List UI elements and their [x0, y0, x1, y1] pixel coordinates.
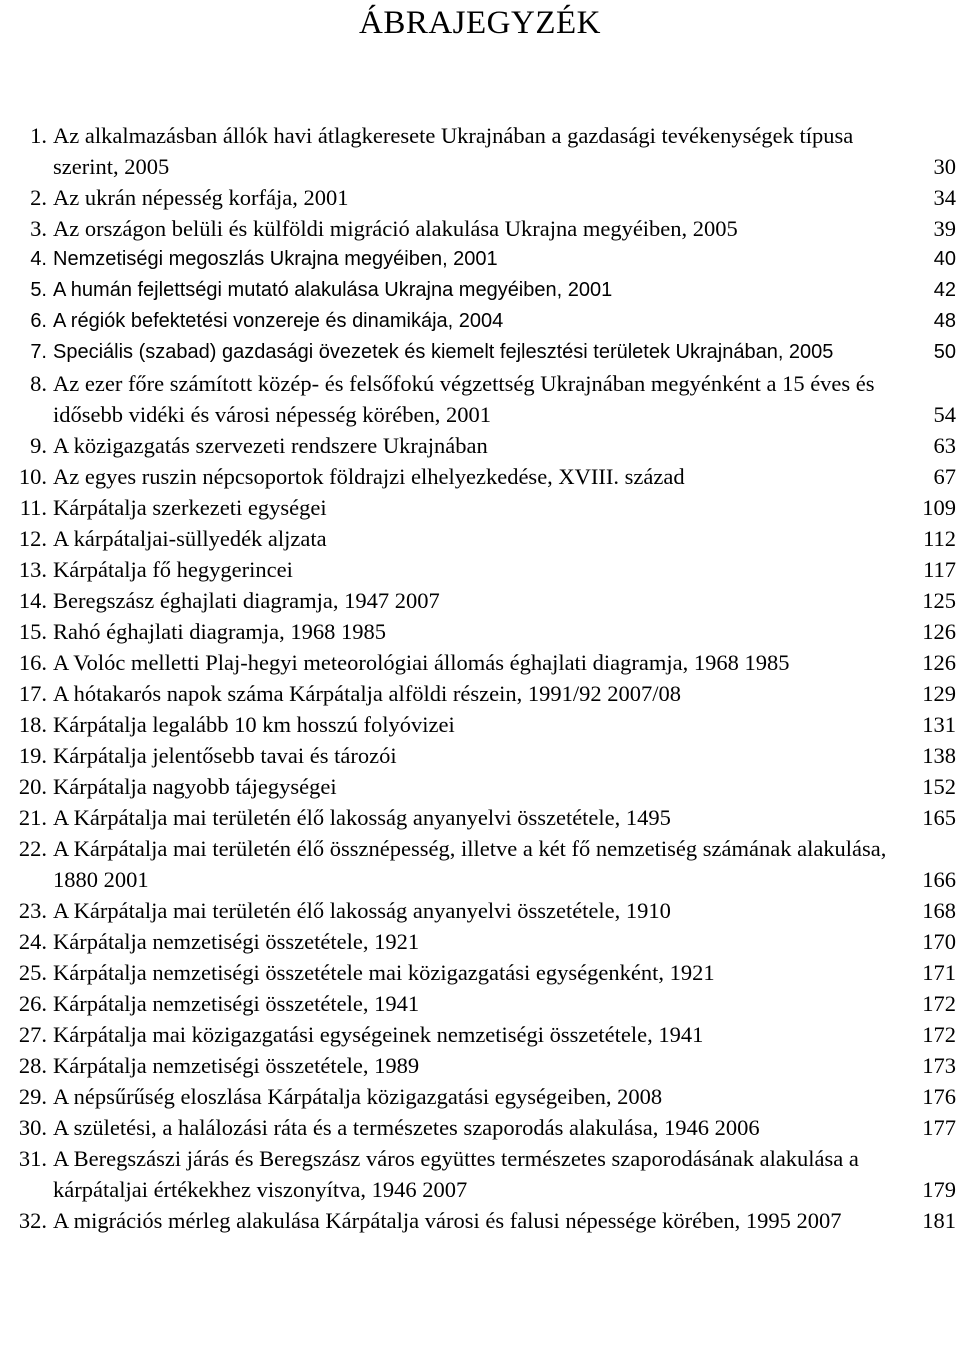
list-item — [8, 1143, 956, 1205]
figure-list — [8, 120, 956, 1236]
entry-title: A humán fejlettségi mutató alakulása Ukrajna megyéiben, 2001 — [53, 279, 613, 301]
entry-title: A Kárpátalja mai területén élő össznépesség, illetve a két fő nemzetiség számának alakulása, 1880 2001 — [53, 836, 887, 892]
entry-title: Kárpátalja legalább 10 km hosszú folyóvizei — [53, 712, 455, 737]
entry-number: 29. — [18, 1084, 47, 1109]
entry-number: 18. — [18, 712, 47, 737]
entry-page: 165 — [922, 805, 956, 830]
list-item — [8, 306, 956, 337]
entry-title: Kárpátalja jelentősebb tavai és tározói — [53, 743, 397, 768]
entry-number: 22. — [18, 836, 47, 861]
list-item — [8, 213, 956, 244]
entry-page: 138 — [922, 743, 956, 768]
entry-title: Beregszász éghajlati diagramja, 1947 2007 — [53, 588, 440, 613]
entry-number: 15. — [18, 619, 47, 644]
entry-title: Az alkalmazásban állók havi átlagkeresete Ukrajnában a gazdasági tevékenységek típusa szerint, 2005 — [53, 123, 854, 179]
entry-title: Az ezer főre számított közép- és felsőfokú végzettség Ukrajnában megyénként a 15 éves és idősebb vidéki és városi népesség körében, 2001 — [53, 371, 875, 427]
entry-number: 20. — [18, 774, 47, 799]
list-item — [8, 523, 956, 554]
list-item — [8, 1205, 956, 1236]
entry-number: 3. — [30, 216, 47, 241]
entry-number: 17. — [18, 681, 47, 706]
entry-title: A régiók befektetési vonzereje és dinamikája, 2004 — [53, 310, 504, 332]
entry-title: A Beregszászi járás és Beregszász város együttes természetes szaporodásának alakulása a kárpátaljai értékekhez viszonyítva, 1946 2007 — [53, 1146, 859, 1202]
list-item — [8, 1019, 956, 1050]
entry-page: 34 — [933, 185, 956, 210]
entry-title: Kárpátalja fő hegygerincei — [53, 557, 293, 582]
entry-number: 7. — [30, 341, 47, 363]
entry-page: 171 — [922, 960, 956, 985]
entry-title: Kárpátalja szerkezeti egységei — [53, 495, 327, 520]
entry-number: 4. — [30, 248, 47, 270]
entry-page: 48 — [933, 310, 956, 332]
entry-page: 176 — [922, 1084, 956, 1109]
entry-title: Kárpátalja nemzetiségi összetétele mai közigazgatási egységenként, 1921 — [53, 960, 715, 985]
entry-page: 166 — [922, 867, 956, 892]
entry-title: A Kárpátalja mai területén élő lakosság anyanyelvi összetétele, 1495 — [53, 805, 671, 830]
entry-page: 173 — [922, 1053, 956, 1078]
entry-page: 50 — [933, 341, 956, 363]
entry-page: 125 — [922, 588, 956, 613]
entry-page: 152 — [922, 774, 956, 799]
entry-page: 177 — [922, 1115, 956, 1140]
entry-number: 21. — [18, 805, 47, 830]
entry-number: 5. — [30, 279, 47, 301]
entry-page: 109 — [922, 495, 956, 520]
entry-title: A születési, a halálozási ráta és a természetes szaporodás alakulása, 1946 2006 — [53, 1115, 760, 1140]
entry-title: Kárpátalja nemzetiségi összetétele, 1989 — [53, 1053, 420, 1078]
entry-page: 112 — [923, 526, 956, 551]
entry-page: 126 — [922, 650, 956, 675]
entry-page: 170 — [922, 929, 956, 954]
list-item — [8, 895, 956, 926]
entry-page: 179 — [922, 1177, 956, 1202]
entry-title: A hótakarós napok száma Kárpátalja alföldi részein, 1991/92 2007/08 — [53, 681, 681, 706]
entry-page: 39 — [933, 216, 956, 241]
list-item — [8, 771, 956, 802]
entry-number: 31. — [18, 1146, 47, 1171]
entry-number: 16. — [18, 650, 47, 675]
list-item — [8, 461, 956, 492]
entry-number: 8. — [30, 371, 47, 396]
list-item — [8, 740, 956, 771]
entry-title: Kárpátalja mai közigazgatási egységeinek nemzetiségi összetétele, 1941 — [53, 1022, 704, 1047]
list-item — [8, 244, 956, 275]
entry-title: Kárpátalja nemzetiségi összetétele, 1941 — [53, 991, 420, 1016]
entry-number: 1. — [30, 123, 47, 148]
entry-title: Kárpátalja nagyobb tájegységei — [53, 774, 337, 799]
entry-title: A közigazgatás szervezeti rendszere Ukrajnában — [53, 433, 488, 458]
list-item — [8, 182, 956, 213]
list-item — [8, 802, 956, 833]
entry-number: 10. — [18, 464, 47, 489]
entry-number: 14. — [18, 588, 47, 613]
entry-number: 2. — [30, 185, 47, 210]
entry-page: 63 — [933, 433, 956, 458]
entry-number: 19. — [18, 743, 47, 768]
list-item — [8, 492, 956, 523]
list-item — [8, 833, 956, 895]
list-item — [8, 926, 956, 957]
list-item — [8, 1050, 956, 1081]
entry-number: 23. — [18, 898, 47, 923]
entry-title: Az egyes ruszin népcsoportok földrajzi elhelyezkedése, XVIII. század — [53, 464, 685, 489]
entry-number: 25. — [18, 960, 47, 985]
list-item — [8, 275, 956, 306]
entry-page: 172 — [922, 991, 956, 1016]
entry-page: 54 — [933, 402, 956, 427]
list-item — [8, 957, 956, 988]
entry-number: 12. — [18, 526, 47, 551]
entry-number: 26. — [18, 991, 47, 1016]
entry-title: Az ukrán népesség korfája, 2001 — [53, 185, 349, 210]
entry-title: Rahó éghajlati diagramja, 1968 1985 — [53, 619, 387, 644]
list-item — [8, 616, 956, 647]
list-item — [8, 647, 956, 678]
list-item — [8, 988, 956, 1019]
entry-page: 129 — [922, 681, 956, 706]
entry-number: 6. — [30, 310, 47, 332]
list-item — [8, 1081, 956, 1112]
entry-page: 42 — [933, 279, 956, 301]
entry-title: Speciális (szabad) gazdasági övezetek és kiemelt fejlesztési területek Ukrajnában, 2005 — [53, 341, 834, 363]
entry-page: 30 — [933, 154, 956, 179]
entry-number: 32. — [18, 1208, 47, 1233]
list-item — [8, 120, 956, 182]
entry-title: Az országon belüli és külföldi migráció alakulása Ukrajna megyéiben, 2005 — [53, 216, 738, 241]
list-item — [8, 430, 956, 461]
entry-title: Kárpátalja nemzetiségi összetétele, 1921 — [53, 929, 420, 954]
entry-title: A kárpátaljai-süllyedék aljzata — [53, 526, 327, 551]
entry-number: 30. — [18, 1115, 47, 1140]
list-item — [8, 709, 956, 740]
entry-page: 117 — [923, 557, 956, 582]
entry-number: 11. — [19, 495, 47, 520]
list-item — [8, 585, 956, 616]
entry-page: 131 — [922, 712, 956, 737]
entry-page: 67 — [933, 464, 956, 489]
entry-title: A Kárpátalja mai területén élő lakosság anyanyelvi összetétele, 1910 — [53, 898, 671, 923]
entry-number: 24. — [18, 929, 47, 954]
list-item — [8, 678, 956, 709]
page-title: ÁBRAJEGYZÉK — [359, 5, 601, 41]
entry-page: 181 — [922, 1208, 956, 1233]
entry-number: 13. — [18, 557, 47, 582]
entry-page: 40 — [933, 248, 956, 270]
entry-number: 27. — [18, 1022, 47, 1047]
list-item — [8, 337, 956, 368]
entry-number: 28. — [18, 1053, 47, 1078]
entry-page: 126 — [922, 619, 956, 644]
list-item — [8, 368, 956, 430]
list-item — [8, 1112, 956, 1143]
list-item — [8, 554, 956, 585]
entry-page: 172 — [922, 1022, 956, 1047]
entry-page: 168 — [922, 898, 956, 923]
entry-title: A migrációs mérleg alakulása Kárpátalja városi és falusi népessége körében, 1995 2007 — [53, 1208, 842, 1233]
entry-title: A népsűrűség eloszlása Kárpátalja közigazgatási egységeiben, 2008 — [53, 1084, 663, 1109]
entry-title: Nemzetiségi megoszlás Ukrajna megyéiben, 2001 — [53, 248, 498, 270]
entry-title: A Volóc melletti Plaj-hegyi meteorológiai állomás éghajlati diagramja, 1968 1985 — [53, 650, 790, 675]
entry-number: 9. — [30, 433, 47, 458]
